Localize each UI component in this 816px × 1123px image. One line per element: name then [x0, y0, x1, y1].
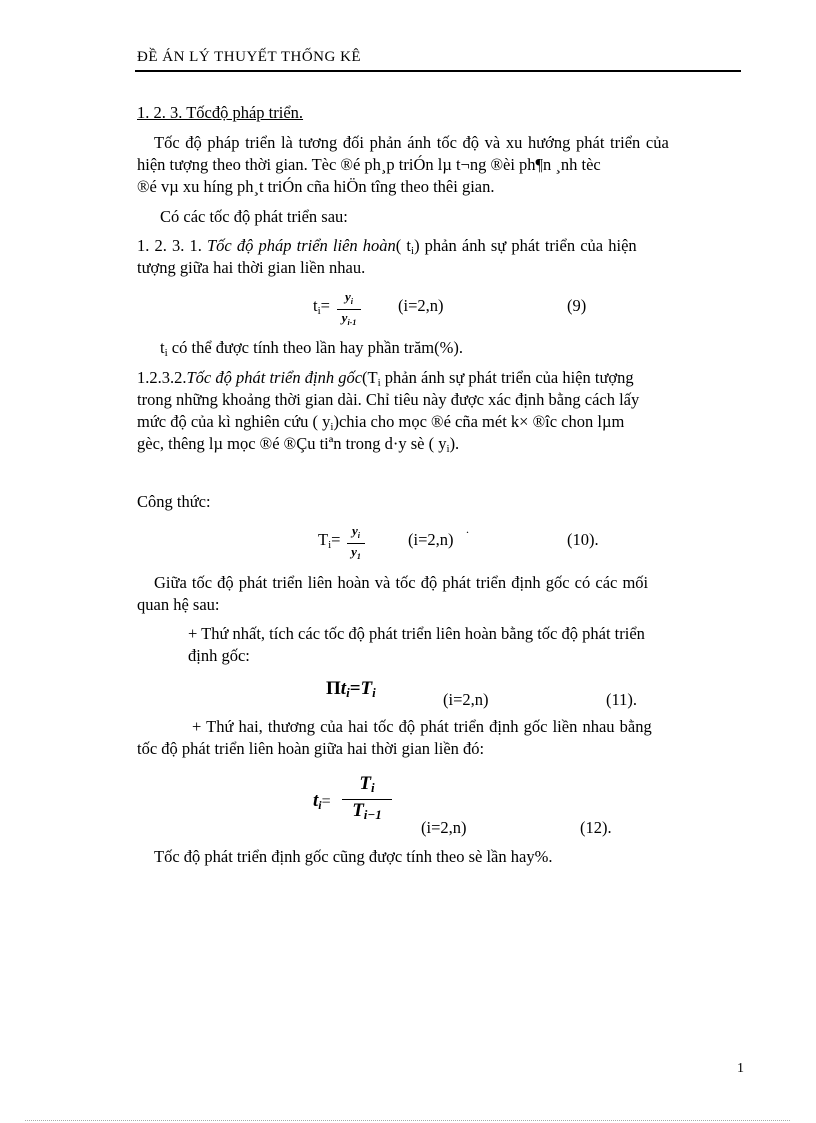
- subsection-2-line2: trong những khoảng thời gian dài. Chỉ tiêu này được xác định bằng cách lấy: [137, 390, 640, 409]
- point1-line2: định gốc:: [188, 646, 250, 665]
- subsection-2-rest: phản ánh sự phát triển của hiện tượng: [380, 368, 634, 387]
- eq10-number: (10).: [567, 530, 599, 549]
- para3-line1: Giữa tốc độ phát triển liên hoàn và tốc độ phát triển định gốc có các mối: [154, 573, 649, 592]
- header-rule: [135, 70, 741, 72]
- subscript: i: [446, 443, 450, 455]
- point2-line1: + Thứ hai, thương của hai tốc độ phát triển định gốc liền nhau bằng: [192, 717, 652, 736]
- point1-line1: + Thứ nhất, tích các tốc độ phát triển liên hoàn bằng tốc độ phát triển: [188, 624, 645, 643]
- subsection-1-paren: ( t: [395, 236, 411, 255]
- eq9-lhs: [313, 296, 330, 317]
- eq11-number: (11).: [606, 690, 638, 709]
- subsection-2-line3: mức độ của kì nghiên cứu ( $y_i)chia$ cho mọc ®é cña mét k× ®îc chon lµm: [137, 412, 625, 433]
- eq12-number: (12).: [580, 818, 612, 837]
- eq10-denominator: $y_1$: [351, 544, 361, 561]
- eq12-fraction: [342, 774, 392, 825]
- subsection-1-line1: [137, 236, 637, 257]
- eq12-denominator: $T_{i-1}$: [352, 800, 382, 822]
- intro-text: Có các tốc độ phát triển sau:: [160, 207, 348, 226]
- para1-line2: hiện tượng theo thời gian. Tèc ®é ph¸p triÓn lµ t¬ng ®èi ph¶n ¸nh tèc: [137, 155, 601, 174]
- para3-line2: quan hệ sau:: [137, 595, 220, 614]
- point2-line2: tốc độ phát triển liên hoàn giữa hai thời gian liền đó:: [137, 739, 485, 758]
- eq10-lhs: $T_i=$: [318, 530, 341, 551]
- para1-line3: ®é vµ xu híng ph¸t triÓn cña hiÖn tîng theo thêi gian.: [137, 177, 495, 196]
- eq12-range: (i=2,n): [421, 818, 467, 837]
- eq10-fraction: [347, 524, 365, 563]
- eq9-range: (i=2,n): [398, 296, 444, 315]
- subsection-1-line2: tượng giữa hai thời gian liền nhau.: [137, 258, 366, 277]
- eq10-numerator: $y_i$: [351, 523, 360, 540]
- subsection-1-number: 1. 2. 3. 1.: [137, 236, 202, 255]
- subsection-1-rest: ) phản ánh sự phát triển của hiện: [414, 236, 637, 255]
- section-heading: 1. 2. 3. Tốcđộ pháp triển.: [137, 103, 304, 122]
- subsection-2-line4: gèc, thêng lµ mọc ®é ®Çu tiªn trong d·y sè ( $y_i$).: [137, 434, 460, 455]
- subscript: i: [411, 245, 415, 257]
- subscript: i: [377, 377, 381, 389]
- eq9-denominator: $y_{i-1}$: [341, 310, 357, 327]
- page-number: 1: [737, 1061, 744, 1076]
- eq12-numerator: $T_i$: [359, 773, 375, 795]
- para1-line1: Tốc độ pháp triển là tương đối phản ánh tốc độ và xu hướng phát triển của: [154, 133, 669, 152]
- document-header-title: ĐỀ ÁN LÝ THUYẾT THỐNG KÊ: [137, 49, 362, 65]
- eq11-expression: $\Pi t_i=T_i$: [326, 678, 376, 700]
- eq9-lhs-symbol: t: [313, 296, 318, 315]
- eq9-equals: =: [320, 296, 330, 315]
- formula-label: Công thức:: [137, 492, 211, 511]
- eq10-range: (i=2,n): [408, 530, 454, 549]
- subsection-2-paren: (T: [362, 368, 378, 387]
- subsection-2-line1: [137, 368, 634, 389]
- eq9-number: (9): [567, 296, 587, 315]
- eq10-dot: .: [466, 522, 469, 536]
- eq12-lhs: $t_i=$: [313, 790, 331, 812]
- eq9-note: $t_i$ có thể được tính theo lần hay phần trăm(%).: [160, 338, 463, 359]
- eq9-fraction: [337, 290, 361, 329]
- subsection-1-title: Tốc độ pháp triển liên hoàn: [207, 236, 396, 255]
- footer-rule: [25, 1120, 790, 1121]
- subsection-2-title: Tốc độ phát triển định gốc: [186, 368, 363, 387]
- subscript: i: [330, 421, 334, 433]
- eq9-lhs-sub: i: [317, 305, 321, 317]
- subsection-2-number: 1.2.3.2.: [137, 368, 187, 387]
- closing-text: Tốc độ phát triển định gốc cũng được tính theo sè lần hay%.: [154, 847, 553, 866]
- eq11-range: (i=2,n): [443, 690, 489, 709]
- eq9-numerator: $y_i$: [344, 289, 353, 306]
